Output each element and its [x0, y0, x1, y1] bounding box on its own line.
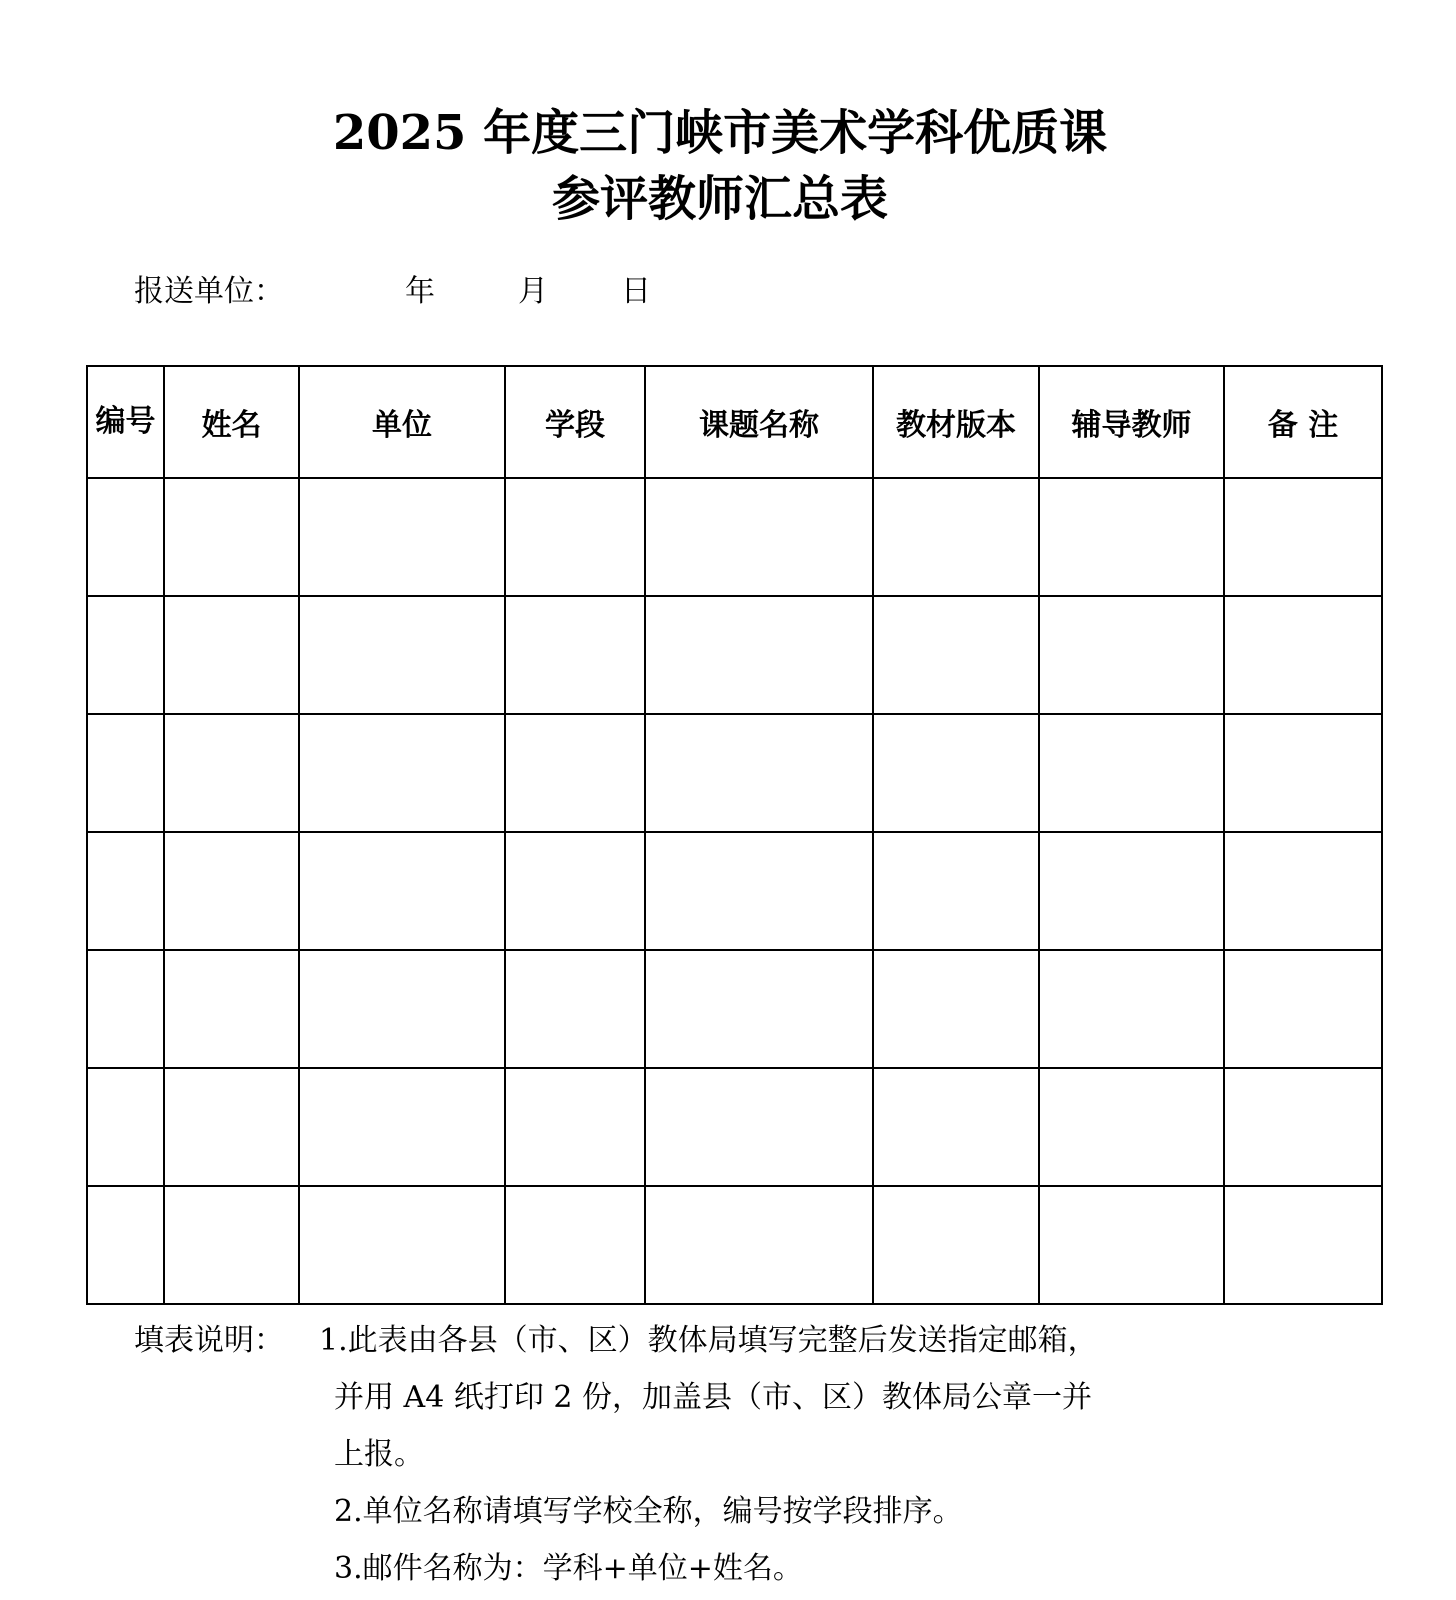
year-label: 年	[405, 274, 435, 309]
table-row	[87, 1186, 1382, 1304]
table-cell[interactable]	[505, 596, 645, 714]
table-cell[interactable]	[645, 950, 873, 1068]
document-title-line-1: 2025 年度三门峡市美术学科优质课	[332, 105, 1108, 161]
table-cell[interactable]	[87, 714, 164, 832]
table-cell[interactable]	[505, 1186, 645, 1304]
table-cell[interactable]	[164, 1186, 299, 1304]
table-cell[interactable]	[873, 1068, 1039, 1186]
table-cell[interactable]	[1224, 596, 1382, 714]
table-cell[interactable]	[1039, 1068, 1224, 1186]
table-cell[interactable]	[299, 832, 505, 950]
table-cell[interactable]	[164, 1068, 299, 1186]
table-cell[interactable]	[87, 950, 164, 1068]
table-cell[interactable]	[87, 596, 164, 714]
table-cell[interactable]	[505, 478, 645, 596]
header-unit: 单位	[299, 366, 505, 478]
header-tutor: 辅导教师	[1039, 366, 1224, 478]
table-cell[interactable]	[164, 832, 299, 950]
table-cell[interactable]	[299, 1068, 505, 1186]
table-cell[interactable]	[87, 478, 164, 596]
instruction-item-1-line-3: 上报。	[334, 1437, 424, 1472]
table-cell[interactable]	[1039, 1186, 1224, 1304]
table-cell[interactable]	[87, 832, 164, 950]
table-cell[interactable]	[873, 478, 1039, 596]
table-cell[interactable]	[299, 596, 505, 714]
table-cell[interactable]	[873, 950, 1039, 1068]
fill-instructions	[134, 1312, 1334, 1597]
table-cell[interactable]	[299, 1186, 505, 1304]
header-name: 姓名	[164, 366, 299, 478]
table-cell[interactable]	[1224, 1186, 1382, 1304]
instruction-item-1-line-2: 并用 A4 纸打印 2 份，加盖县（市、区）教体局公章一并	[334, 1380, 1092, 1415]
table-cell[interactable]	[1224, 832, 1382, 950]
table-cell[interactable]	[164, 950, 299, 1068]
table-cell[interactable]	[505, 1068, 645, 1186]
instructions-label: 填表说明：	[134, 1323, 284, 1358]
table-cell[interactable]	[1224, 950, 1382, 1068]
table-row	[87, 596, 1382, 714]
table-cell[interactable]	[164, 596, 299, 714]
table-cell[interactable]	[164, 478, 299, 596]
table-cell[interactable]	[1224, 1068, 1382, 1186]
table-body	[87, 478, 1382, 1304]
table-row	[87, 832, 1382, 950]
instruction-item-3: 3.邮件名称为：学科+单位+姓名。	[334, 1551, 803, 1586]
table-cell[interactable]	[164, 714, 299, 832]
table-row	[87, 1068, 1382, 1186]
table-cell[interactable]	[299, 714, 505, 832]
table-row	[87, 478, 1382, 596]
table-cell[interactable]	[645, 478, 873, 596]
table-cell[interactable]	[299, 478, 505, 596]
header-lesson-title: 课题名称	[645, 366, 873, 478]
header-number: 编号	[87, 366, 164, 478]
table-cell[interactable]	[1039, 596, 1224, 714]
table-cell[interactable]	[87, 1068, 164, 1186]
day-label: 日	[621, 274, 651, 309]
table-cell[interactable]	[87, 1186, 164, 1304]
header-school-stage: 学段	[505, 366, 645, 478]
table-cell[interactable]	[645, 1186, 873, 1304]
table-cell[interactable]	[1039, 478, 1224, 596]
table-cell[interactable]	[645, 1068, 873, 1186]
table-cell[interactable]	[1039, 950, 1224, 1068]
table-cell[interactable]	[299, 950, 505, 1068]
document-title-line-2: 参评教师汇总表	[551, 171, 888, 227]
header-textbook-version: 教材版本	[873, 366, 1039, 478]
table-cell[interactable]	[873, 832, 1039, 950]
table-cell[interactable]	[505, 714, 645, 832]
table-row	[87, 950, 1382, 1068]
table-header-row	[87, 366, 1382, 478]
table-cell[interactable]	[1039, 832, 1224, 950]
instruction-item-1-line-1: 1.此表由各县（市、区）教体局填写完整后发送指定邮箱，	[319, 1323, 1098, 1358]
table-cell[interactable]	[645, 832, 873, 950]
month-label: 月	[518, 274, 548, 309]
table-cell[interactable]	[1039, 714, 1224, 832]
reporting-unit-label: 报送单位：	[134, 274, 284, 309]
table-cell[interactable]	[873, 1186, 1039, 1304]
table-cell[interactable]	[645, 714, 873, 832]
table-cell[interactable]	[1224, 478, 1382, 596]
table-cell[interactable]	[505, 950, 645, 1068]
instruction-item-2: 2.单位名称请填写学校全称，编号按学段排序。	[334, 1494, 963, 1529]
header-remarks: 备 注	[1224, 366, 1382, 478]
table-cell[interactable]	[1224, 714, 1382, 832]
table-cell[interactable]	[645, 596, 873, 714]
table-cell[interactable]	[873, 596, 1039, 714]
table-cell[interactable]	[505, 832, 645, 950]
table-cell[interactable]	[873, 714, 1039, 832]
table-row	[87, 714, 1382, 832]
teacher-summary-table	[86, 365, 1383, 1305]
